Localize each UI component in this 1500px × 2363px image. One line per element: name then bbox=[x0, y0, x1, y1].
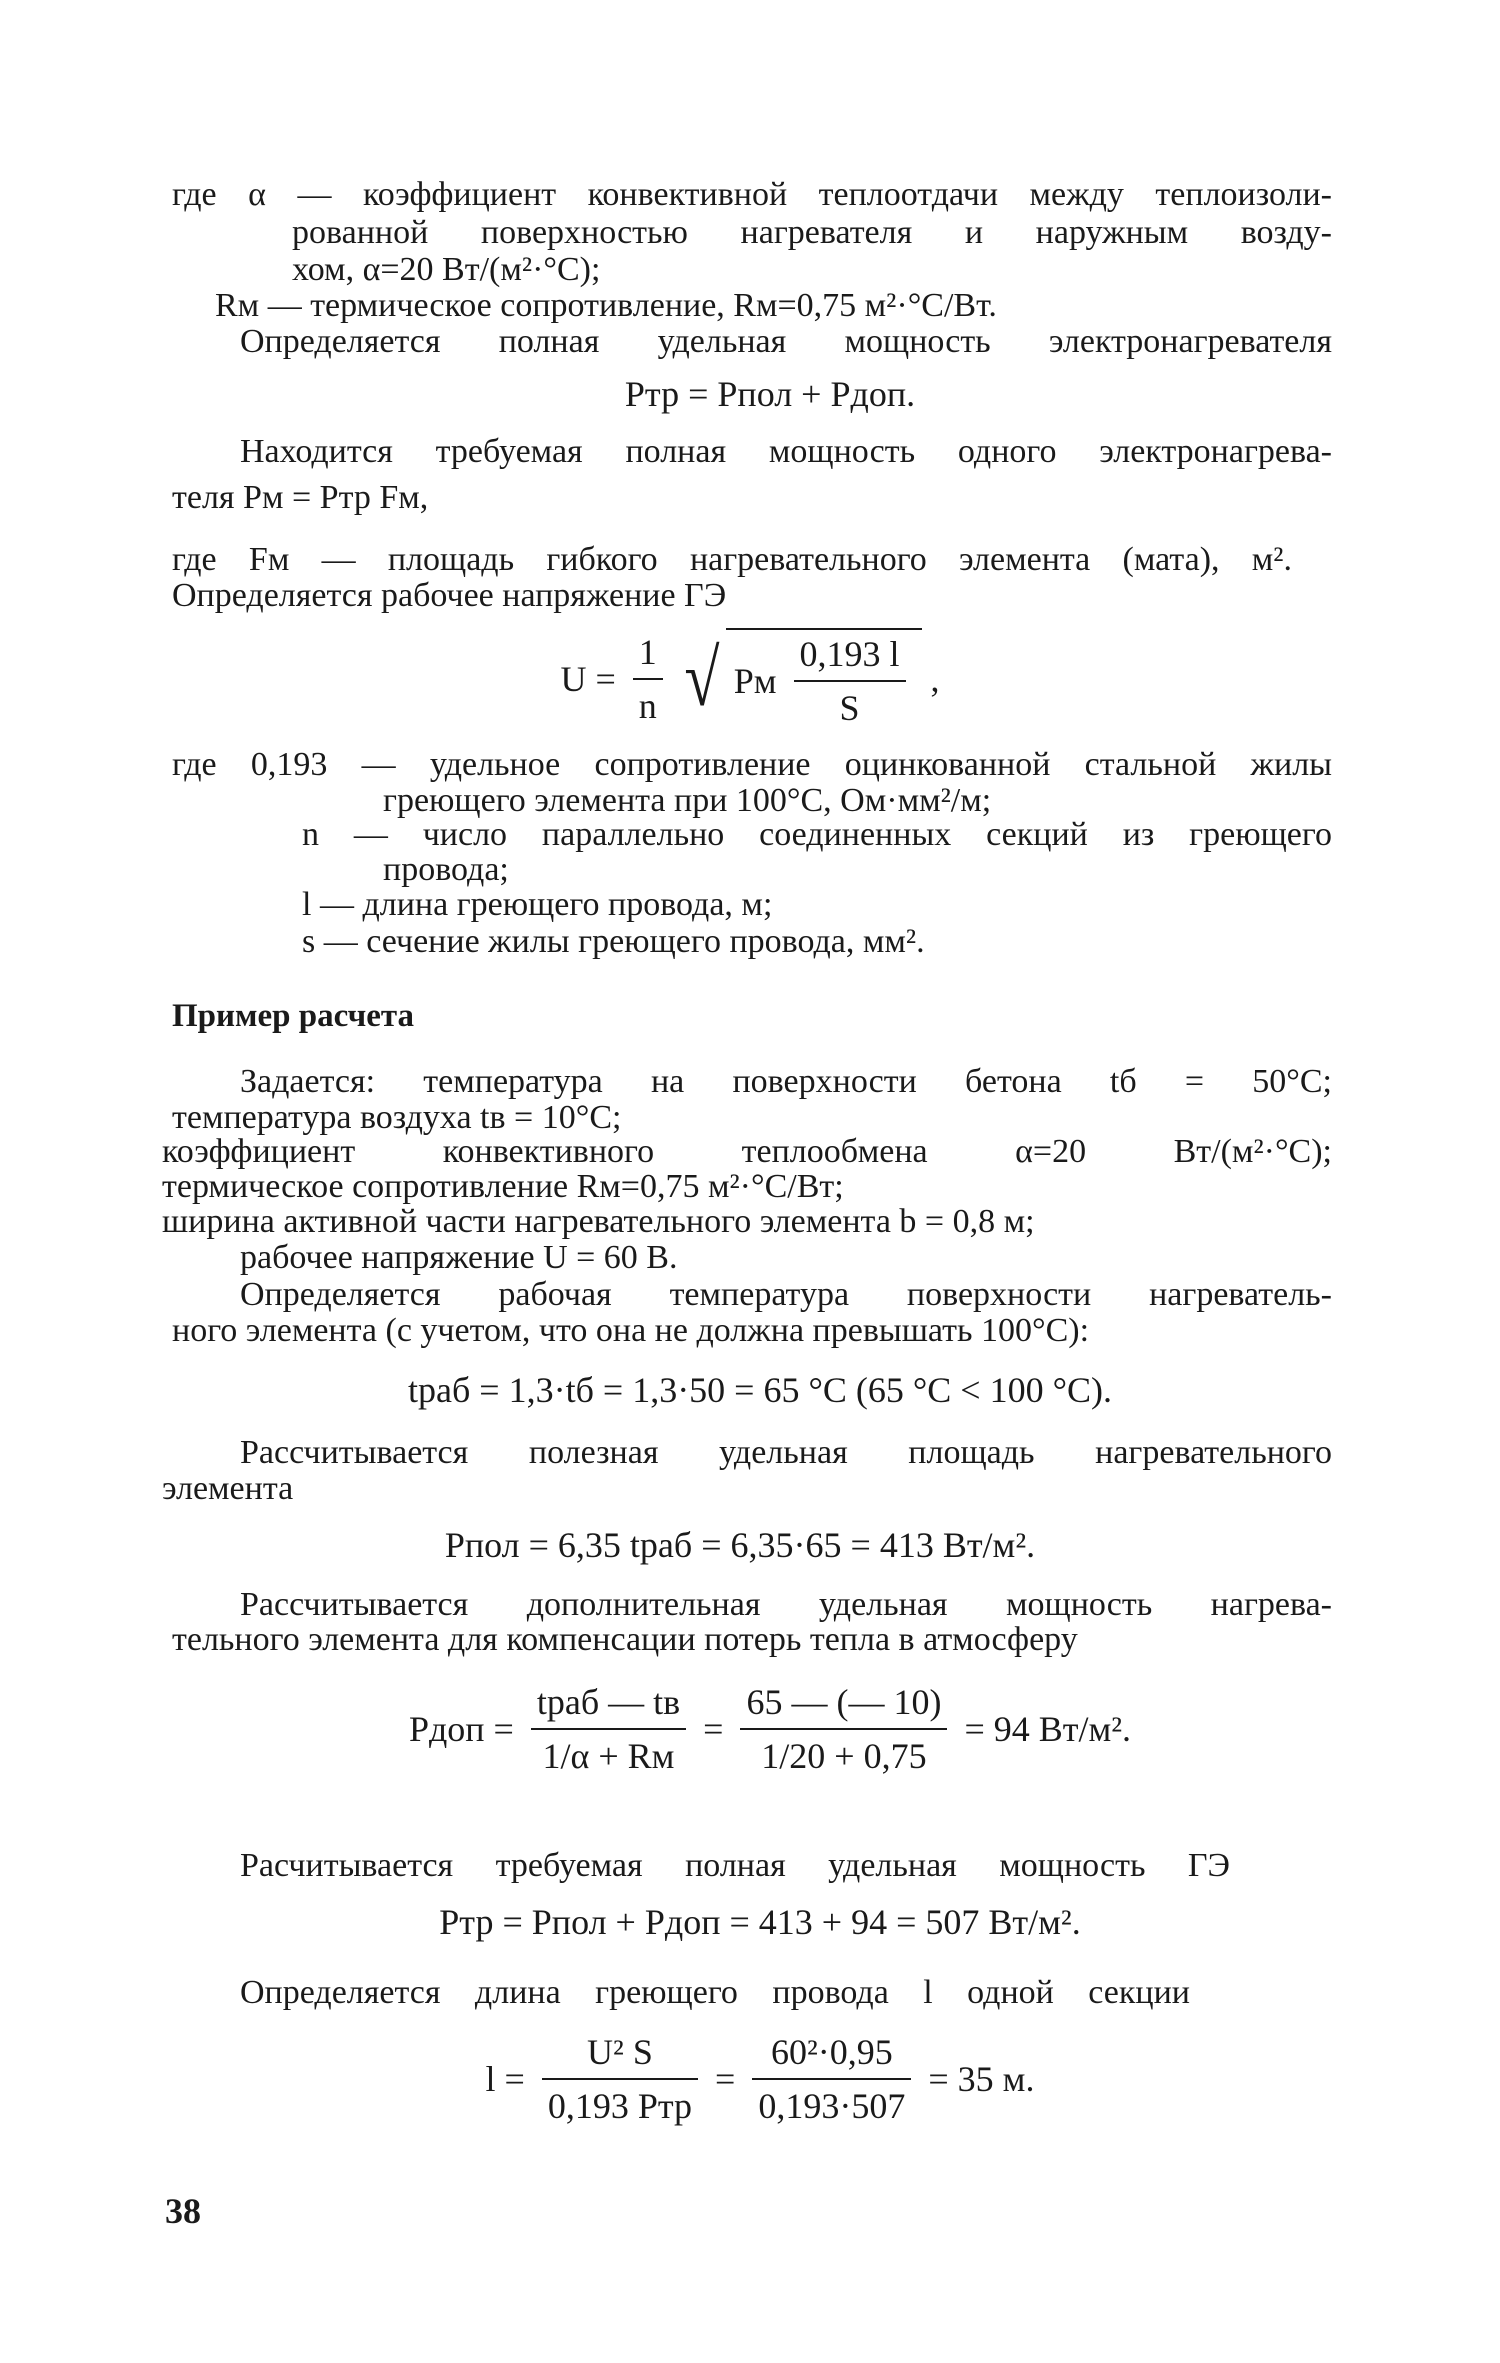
radical-sign: √ bbox=[684, 635, 720, 723]
page-number: 38 bbox=[165, 2191, 201, 2231]
text-line: Находится требуемая полная мощность одного электронагрева- bbox=[240, 433, 1332, 470]
text-line: Определяется рабочее напряжение ГЭ bbox=[172, 577, 727, 614]
fraction-denominator: S bbox=[839, 688, 860, 728]
fraction-denominator: 1/20 + 0,75 bbox=[761, 1736, 927, 1776]
text-line: коэффициент конвективного теплообмена α=20 Вт/(м²·°С); bbox=[162, 1133, 1332, 1170]
fraction-denominator: 0,193·507 bbox=[758, 2086, 906, 2126]
fraction bbox=[752, 2030, 911, 2128]
fraction-denominator: n bbox=[638, 686, 657, 726]
formula-power-required: Pтр = Pпол + Pдоп = 413 + 94 = 507 Вт/м². bbox=[439, 1902, 1081, 1942]
fraction-numerator: 60²·0,95 bbox=[752, 2030, 911, 2080]
fraction bbox=[794, 632, 906, 730]
text-line: Рассчитывается дополнительная удельная мощность нагрева- bbox=[240, 1586, 1332, 1623]
formula-punct: , bbox=[930, 659, 940, 699]
formula-lhs: U = bbox=[560, 659, 616, 699]
radicand bbox=[726, 628, 922, 730]
text-line: Расчитывается требуемая полная удельная мощность ГЭ bbox=[240, 1847, 1230, 1884]
formula-rhs: = 35 м. bbox=[928, 2059, 1035, 2099]
text-line: рабочее напряжение U = 60 В. bbox=[240, 1239, 678, 1276]
text-line: где α — коэффициент конвективной теплоотдачи между теплоизоли- bbox=[172, 176, 1332, 213]
formula-eq: = bbox=[703, 1709, 724, 1749]
fraction-numerator: tраб — tв bbox=[531, 1680, 686, 1730]
text-line: Рассчитывается полезная удельная площадь нагревательного bbox=[240, 1434, 1332, 1471]
text-line: ширина активной части нагревательного элемента b = 0,8 м; bbox=[162, 1203, 1035, 1240]
text-line: тельного элемента для компенсации потерь тепла в атмосферу bbox=[172, 1621, 1078, 1658]
text-line: где 0,193 — удельное сопротивление оцинкованной стальной жилы bbox=[172, 746, 1332, 783]
fraction bbox=[740, 1680, 947, 1778]
formula-power-useful: Pпол = 6,35 tраб = 6,35·65 = 413 Вт/м². bbox=[444, 1525, 1036, 1565]
formula-eq: = bbox=[715, 2059, 736, 2099]
formula-power-extra bbox=[320, 1680, 1220, 1810]
formula-power-total: Pтр = Pпол + Pдоп. bbox=[624, 374, 916, 414]
text-line: элемента bbox=[162, 1470, 294, 1507]
formula-rhs: = 94 Вт/м². bbox=[964, 1709, 1132, 1749]
fraction-denominator: 1/α + Rм bbox=[542, 1736, 675, 1776]
text-line: рованной поверхностью нагревателя и наружным возду- bbox=[292, 214, 1332, 251]
fraction bbox=[633, 630, 663, 728]
text-line: теля Pм = Pтр Fм, bbox=[172, 479, 429, 516]
text-line: Определяется длина греющего провода l одной секции bbox=[240, 1974, 1190, 2011]
text-line: провода; bbox=[383, 851, 509, 888]
formula-voltage bbox=[520, 628, 980, 738]
fraction-numerator: 65 — (— 10) bbox=[740, 1680, 947, 1730]
fraction-numerator: 1 bbox=[633, 630, 663, 680]
fraction-numerator: 0,193 l bbox=[794, 632, 906, 682]
text-line: ного элемента (с учетом, что она не должна превышать 100°С): bbox=[172, 1312, 1090, 1349]
fraction bbox=[531, 1680, 686, 1778]
fraction-numerator: U² S bbox=[542, 2030, 698, 2080]
text-line: где Fм — площадь гибкого нагревательного элемента (мата), м². bbox=[172, 541, 1292, 578]
radicand-factor: Pм bbox=[733, 661, 777, 701]
section-heading: Пример расчета bbox=[172, 998, 414, 1034]
text-line: хом, α=20 Вт/(м²·°С); bbox=[292, 251, 601, 288]
text-line: температура воздуха tв = 10°С; bbox=[172, 1099, 622, 1136]
formula-lhs: Pдоп = bbox=[408, 1709, 514, 1749]
text-line: l — длина греющего провода, м; bbox=[302, 886, 773, 923]
text-line: s — сечение жилы греющего провода, мм². bbox=[302, 923, 925, 960]
text-line: греющего элемента при 100°С, Ом·мм²/м; bbox=[383, 782, 992, 819]
text-line: термическое сопротивление Rм=0,75 м²·°С/Вт; bbox=[162, 1168, 844, 1205]
fraction bbox=[542, 2030, 698, 2128]
text-line: Задается: температура на поверхности бетона tб = 50°С; bbox=[240, 1063, 1332, 1100]
formula-lhs: l = bbox=[485, 2059, 525, 2099]
text-line: Определяется рабочая температура поверхности нагреватель- bbox=[240, 1276, 1332, 1313]
formula-work-temp: tраб = 1,3·tб = 1,3·50 = 65 °С (65 °С < 100 °С). bbox=[407, 1370, 1112, 1410]
formula-wire-length bbox=[400, 2030, 1120, 2160]
text-line: n — число параллельно соединенных секций из греющего bbox=[302, 816, 1332, 853]
text-line: Rм — термическое сопротивление, Rм=0,75 м²·°С/Вт. bbox=[215, 287, 997, 324]
fraction-denominator: 0,193 Pтр bbox=[547, 2086, 693, 2126]
text-line: Определяется полная удельная мощность электронагревателя bbox=[240, 323, 1332, 360]
